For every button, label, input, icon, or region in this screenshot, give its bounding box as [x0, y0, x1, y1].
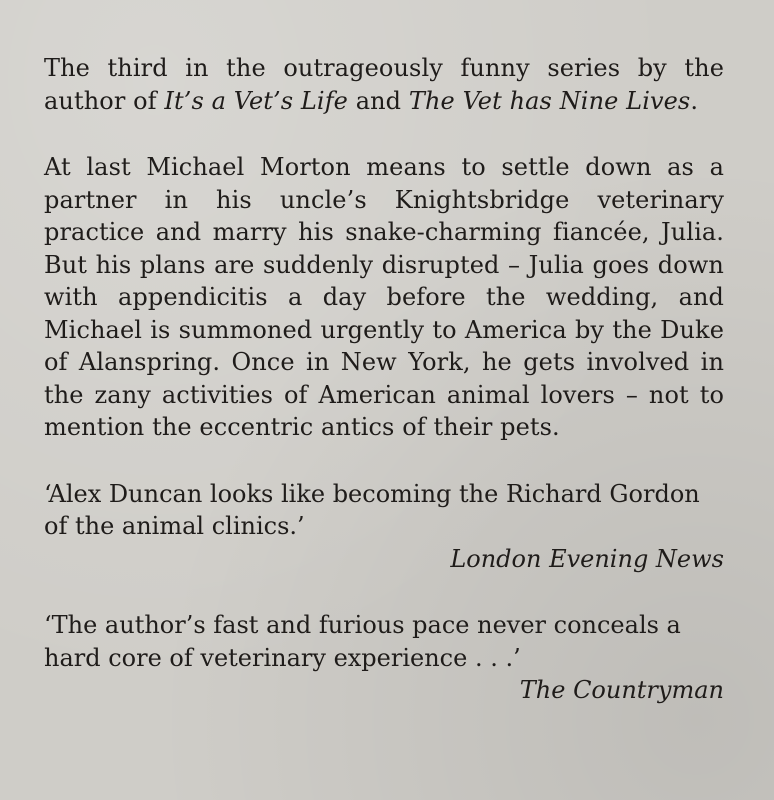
- review-quote-text: ‘The author’s fast and furious pace never conceals a hard core of veterinary experience . . .’: [44, 611, 681, 672]
- blurb-paragraph: At last Michael Morton means to settle down as a partner in his uncle’s Knightsbridge veterinary practice and marry his snake-charming fiancée, Julia. But his plans are suddenly disrupted – Julia goes down with appendicitis a day before the wedding, and Michael is summoned urgently to America by the Duke of Alanspring. Once in New York, he gets involved in the zany activities of American animal lovers – not to mention the eccentric antics of their pets.: [44, 153, 724, 441]
- review-quote: [44, 478, 724, 576]
- review-quote: [44, 609, 724, 707]
- intro-paragraph: [44, 52, 724, 117]
- review-source: The Countryman: [519, 676, 724, 704]
- back-cover-text: [44, 52, 724, 707]
- review-quote-text: ‘Alex Duncan looks like becoming the Richard Gordon of the animal clinics.’: [44, 479, 700, 540]
- book-title-its-a-vets-life: It’s a Vet’s Life: [164, 86, 348, 115]
- intro-text-2: and: [347, 86, 409, 115]
- book-title-the-vet-has-nine-lives: The Vet has Nine Lives: [408, 86, 691, 115]
- intro-text-3: .: [690, 86, 699, 115]
- intro-text-1: The third in the outrageously funny series by the author of: [44, 54, 724, 115]
- review-source: London Evening News: [450, 544, 724, 573]
